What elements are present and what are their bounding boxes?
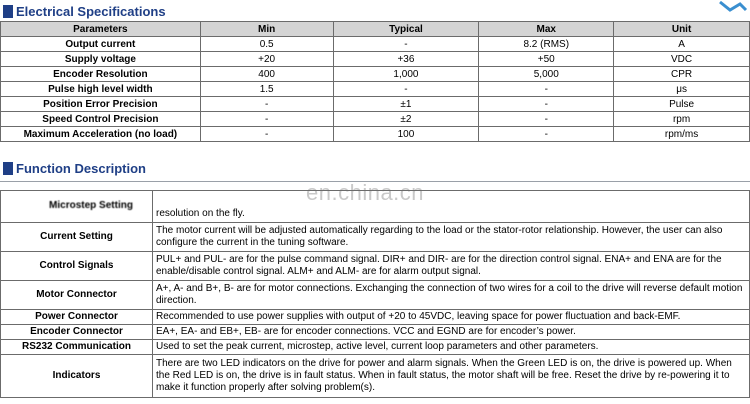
partial-row-name: Microstep Setting — [49, 200, 133, 211]
parameter-name: Position Error Precision — [1, 97, 201, 112]
max-value: - — [479, 127, 614, 142]
min-value: - — [200, 112, 333, 127]
min-value: 0.5 — [200, 37, 333, 52]
typical-value: +36 — [333, 52, 479, 67]
max-value: - — [479, 97, 614, 112]
parameter-name: Speed Control Precision — [1, 112, 201, 127]
section-marker-icon — [3, 162, 13, 175]
function-name — [1, 191, 153, 223]
min-value: 1.5 — [200, 82, 333, 97]
unit-value: μs — [614, 82, 750, 97]
unit-value: A — [614, 37, 750, 52]
table-row — [1, 82, 750, 97]
typical-value: ±2 — [333, 112, 479, 127]
table-row — [1, 191, 750, 223]
unit-value: VDC — [614, 52, 750, 67]
function-description-title: Function Description — [16, 161, 146, 176]
table-row — [1, 281, 750, 310]
unit-value: Pulse — [614, 97, 750, 112]
column-header: Typical — [333, 22, 479, 37]
function-name: Power Connector — [1, 310, 153, 325]
min-value: - — [200, 97, 333, 112]
table-row — [1, 340, 750, 355]
table-header-row — [1, 22, 750, 37]
max-value: - — [479, 82, 614, 97]
typical-value: ±1 — [333, 97, 479, 112]
section-marker-icon — [3, 5, 13, 18]
table-row — [1, 355, 750, 398]
max-value: - — [479, 112, 614, 127]
min-value: +20 — [200, 52, 333, 67]
column-header: Unit — [614, 22, 750, 37]
table-row — [1, 37, 750, 52]
min-value: 400 — [200, 67, 333, 82]
watermark: en.china.cn — [306, 180, 425, 205]
function-name: Current Setting — [1, 223, 153, 252]
function-description-heading — [3, 161, 146, 176]
typical-value: 100 — [333, 127, 479, 142]
corner-logo-icon — [716, 0, 750, 12]
typical-value: - — [333, 37, 479, 52]
function-name: RS232 Communication — [1, 340, 153, 355]
parameter-name: Maximum Acceleration (no load) — [1, 127, 201, 142]
unit-value: CPR — [614, 67, 750, 82]
function-description: The motor current will be adjusted automatically regarding to the load or the stator-rotor relationship. However, the user can also configure the current in the tuning software. — [153, 223, 750, 252]
function-description: EA+, EA- and EB+, EB- are for encoder connections. VCC and EGND are for encoder’s power. — [153, 325, 750, 340]
table-row — [1, 67, 750, 82]
min-value: - — [200, 127, 333, 142]
column-header: Parameters — [1, 22, 201, 37]
function-description: There are two LED indicators on the drive for power and alarm signals. When the Green LED is on, the drive is powered up. When the Red LED is on, the drive is in fault status. When in fault status, the motor shaft will be free. Reset the drive by re-powering it to make it function properly after solving problem(s). — [153, 355, 750, 398]
unit-value: rpm — [614, 112, 750, 127]
max-value: 5,000 — [479, 67, 614, 82]
function-description-table — [0, 190, 750, 398]
electrical-specifications-heading — [3, 4, 166, 19]
function-description: A+, A- and B+, B- are for motor connections. Exchanging the connection of two wires for a coil to the drive will reverse default motion direction. — [153, 281, 750, 310]
max-value: +50 — [479, 52, 614, 67]
max-value: 8.2 (RMS) — [479, 37, 614, 52]
table-row — [1, 310, 750, 325]
table-row — [1, 223, 750, 252]
typical-value: 1,000 — [333, 67, 479, 82]
table-row — [1, 52, 750, 67]
function-description: resolution on the fly. — [153, 191, 750, 223]
function-name: Encoder Connector — [1, 325, 153, 340]
table-row — [1, 112, 750, 127]
column-header: Max — [479, 22, 614, 37]
function-description: Used to set the peak current, microstep, active level, current loop parameters and other parameters. — [153, 340, 750, 355]
function-description: PUL+ and PUL- are for the pulse command signal. DIR+ and DIR- are for the direction control signal. ENA+ and ENA are for the enable/disable control signal. ALM+ and ALM- are for alarm output signal. — [153, 252, 750, 281]
function-name: Motor Connector — [1, 281, 153, 310]
column-header: Min — [200, 22, 333, 37]
typical-value: - — [333, 82, 479, 97]
parameter-name: Output current — [1, 37, 201, 52]
electrical-specifications-table — [0, 21, 750, 142]
parameter-name: Supply voltage — [1, 52, 201, 67]
function-name: Indicators — [1, 355, 153, 398]
electrical-specifications-title: Electrical Specifications — [16, 4, 166, 19]
table-row — [1, 127, 750, 142]
table-row — [1, 97, 750, 112]
unit-value: rpm/ms — [614, 127, 750, 142]
parameter-name: Pulse high level width — [1, 82, 201, 97]
table-row — [1, 252, 750, 281]
table-row — [1, 325, 750, 340]
function-description: Recommended to use power supplies with output of +20 to 45VDC, leaving space for power fluctuation and back-EMF. — [153, 310, 750, 325]
parameter-name: Encoder Resolution — [1, 67, 201, 82]
function-name: Control Signals — [1, 252, 153, 281]
